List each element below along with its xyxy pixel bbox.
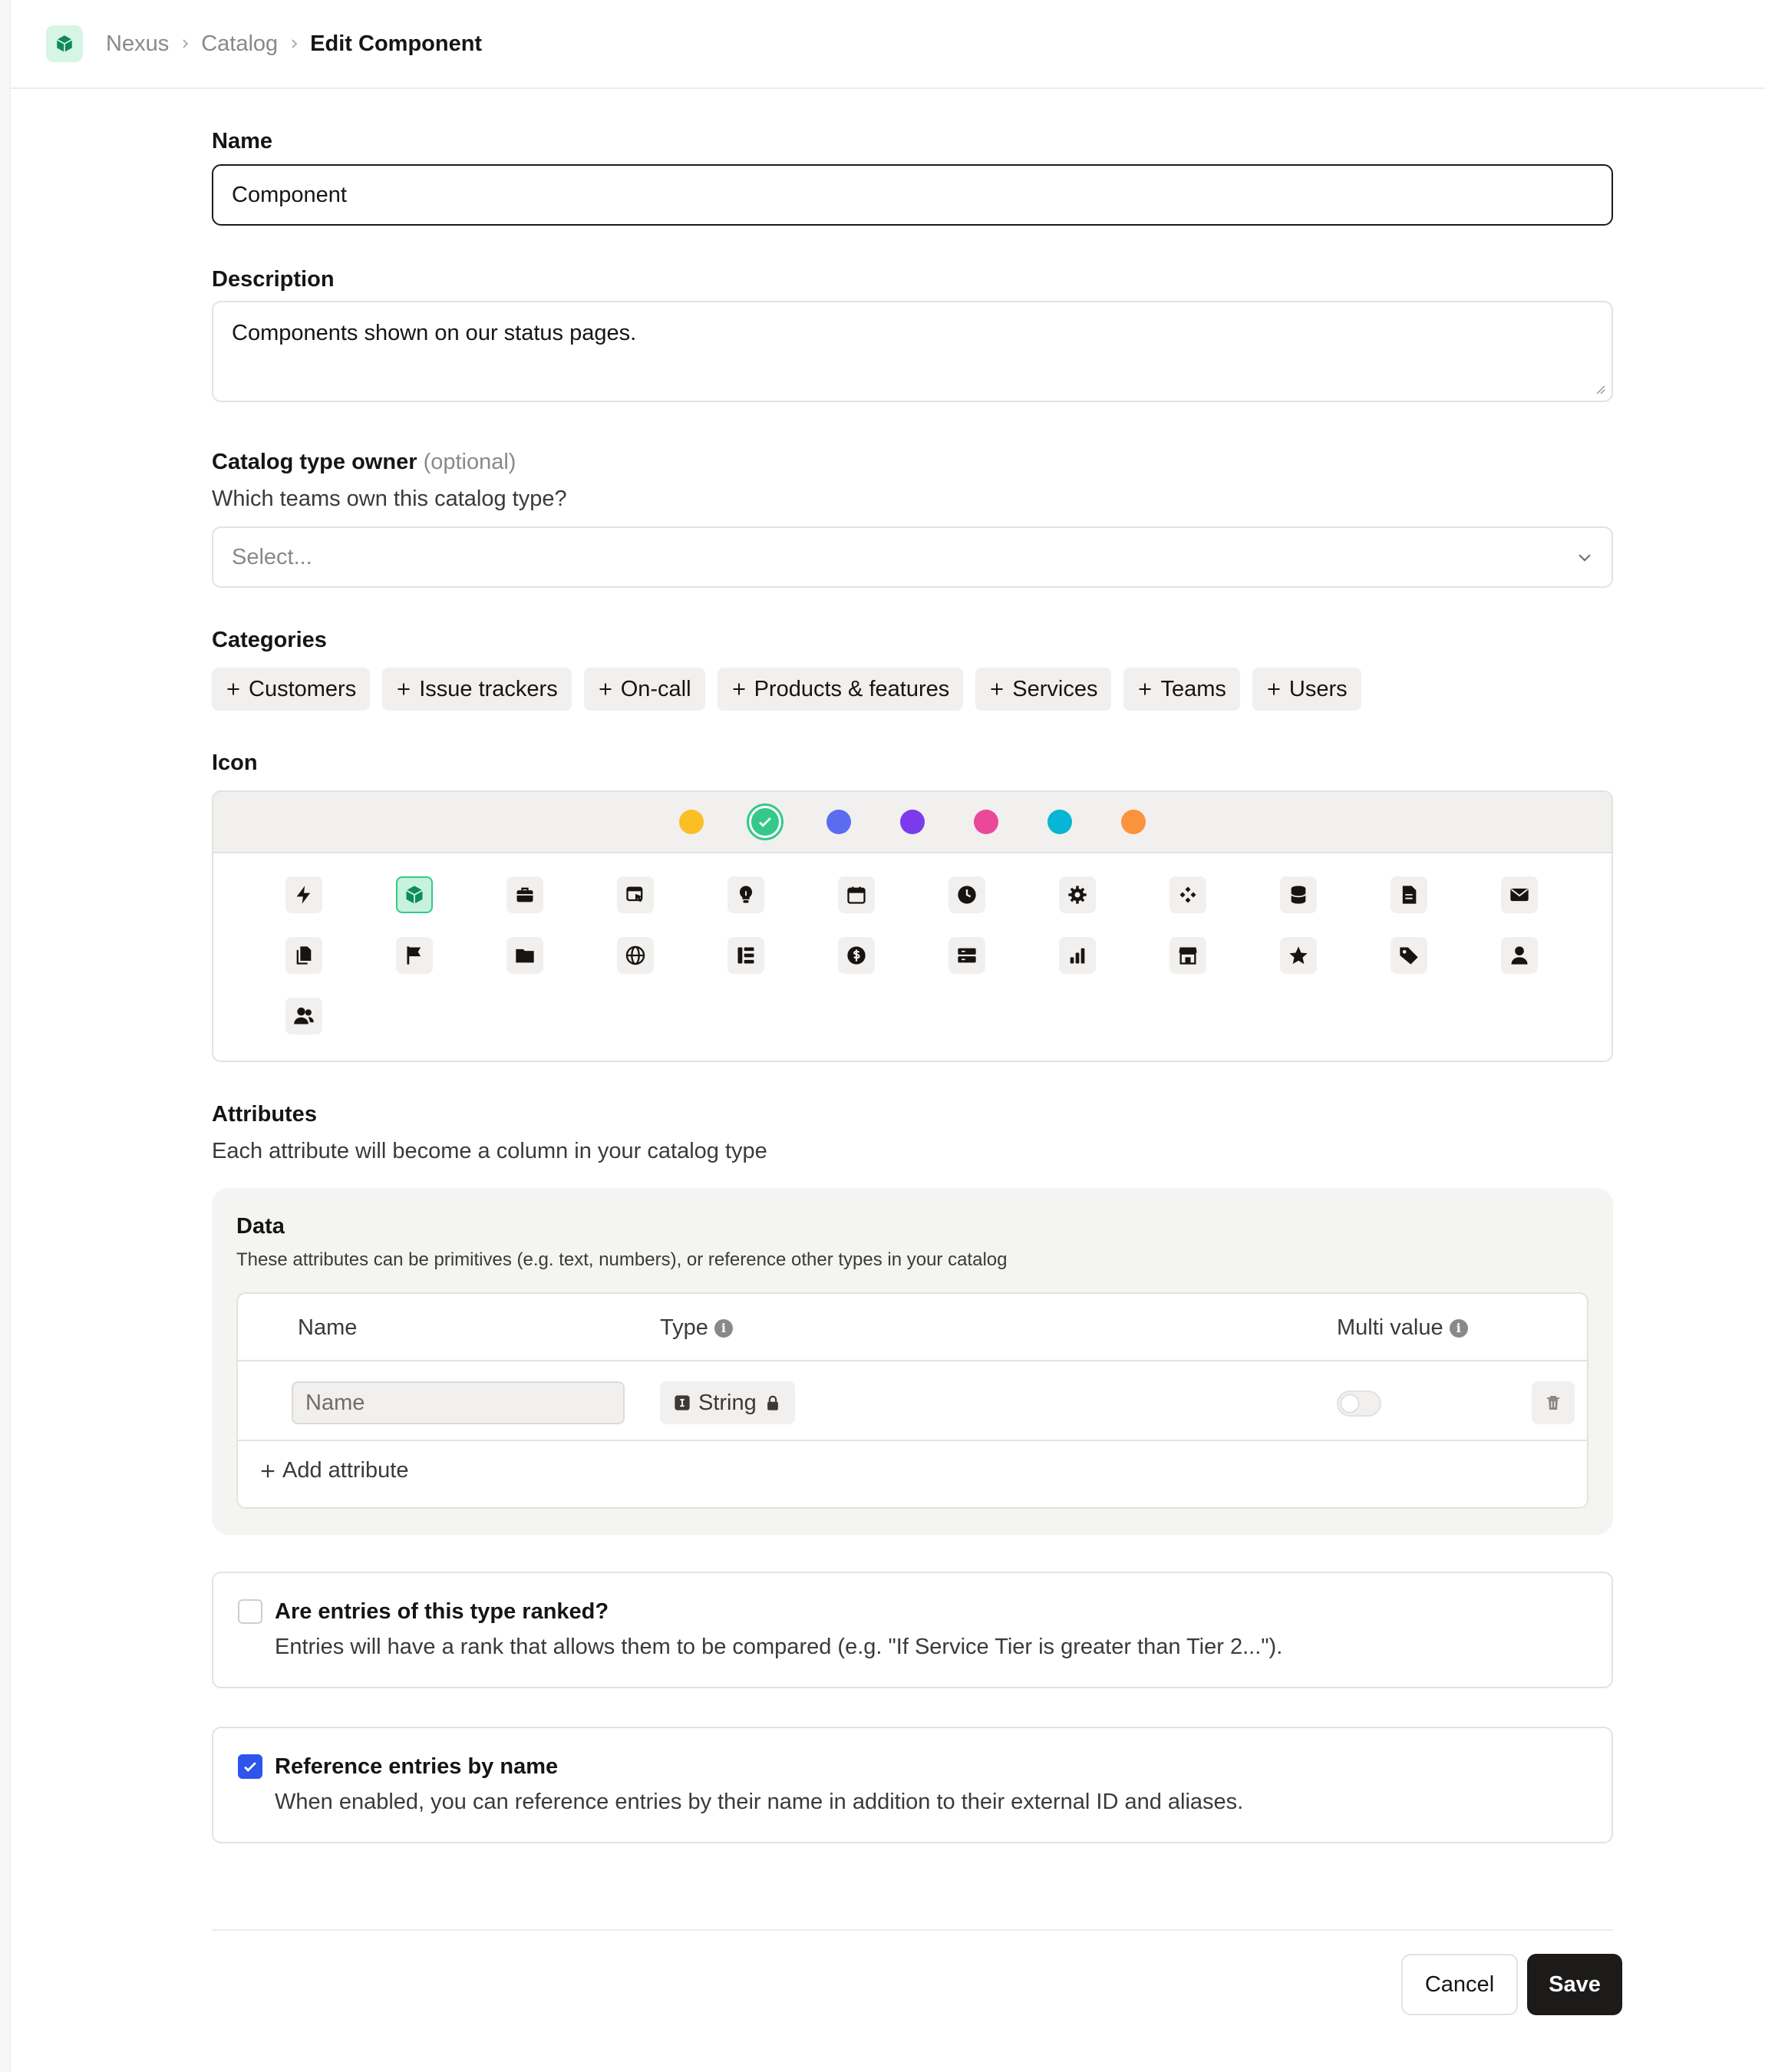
name-input[interactable]: Component [212, 164, 1613, 226]
color-swatch-violet[interactable] [900, 810, 925, 834]
files-icon[interactable] [285, 937, 322, 974]
components-icon[interactable] [1170, 876, 1206, 913]
flag-icon[interactable] [396, 937, 433, 974]
breadcrumb-current: Edit Component [310, 31, 483, 56]
category-chip-customers[interactable] [212, 668, 370, 711]
toggle-knob [1341, 1394, 1359, 1413]
attributes-table [236, 1292, 1588, 1509]
resize-grip-icon[interactable] [1593, 382, 1605, 394]
cube-icon[interactable] [396, 876, 433, 913]
store-icon[interactable] [1170, 937, 1206, 974]
bolt-icon[interactable] [285, 876, 322, 913]
save-button[interactable]: Save [1527, 1954, 1622, 2015]
icon-grid [213, 853, 1612, 1061]
trash-icon [1544, 1394, 1562, 1412]
attributes-label: Attributes [212, 1102, 317, 1127]
breadcrumb-catalog[interactable]: Catalog [201, 31, 279, 56]
info-icon[interactable]: i [714, 1319, 733, 1338]
plus-icon [731, 681, 747, 697]
star-icon[interactable] [1280, 937, 1317, 974]
attribute-name-placeholder: Name [305, 1390, 365, 1415]
chip-label: Issue trackers [419, 676, 558, 701]
chevron-down-icon [1576, 549, 1593, 566]
plus-icon [989, 681, 1005, 697]
column-header-type-text: Type [660, 1315, 708, 1340]
database-icon[interactable] [1280, 876, 1317, 913]
category-chip-users[interactable] [1252, 668, 1361, 711]
header [11, 0, 1765, 89]
column-header-multi-text: Multi value [1337, 1315, 1443, 1340]
document-icon[interactable] [1391, 876, 1427, 913]
reference-checkbox[interactable] [238, 1754, 262, 1779]
owner-placeholder: Select... [232, 544, 312, 569]
tag-icon[interactable] [1391, 937, 1427, 974]
attributes-panel-title: Data [236, 1214, 285, 1239]
lock-icon [764, 1394, 781, 1411]
column-header-type [660, 1315, 733, 1341]
server-icon[interactable] [948, 937, 985, 974]
bulb-icon[interactable] [727, 876, 764, 913]
clock-icon[interactable] [948, 876, 985, 913]
chip-label: On-call [620, 676, 691, 701]
color-swatch-pink[interactable] [974, 810, 998, 834]
page [11, 0, 1765, 2072]
user-icon[interactable] [1501, 937, 1538, 974]
name-label: Name [212, 129, 272, 153]
plus-icon [396, 681, 411, 697]
category-chip-products-features[interactable] [718, 668, 964, 711]
column-header-name-text: Name [298, 1315, 358, 1340]
list-icon[interactable] [727, 937, 764, 974]
add-attribute-button[interactable] [259, 1458, 408, 1483]
description-label: Description [212, 267, 335, 292]
multi-value-toggle[interactable] [1337, 1391, 1381, 1417]
check-icon [242, 1758, 259, 1775]
chip-label: Users [1288, 676, 1348, 701]
ranked-description: Entries will have a rank that allows them to be compared (e.g. "If Service Tier is greater than Tier 2..."). [275, 1635, 1283, 1659]
left-rail [0, 0, 11, 2072]
attribute-type-label: String [698, 1390, 757, 1415]
breadcrumb [106, 31, 482, 57]
color-swatch-cyan[interactable] [1047, 810, 1072, 834]
column-header-multi-value [1337, 1315, 1468, 1341]
add-attribute-label: Add attribute [282, 1458, 409, 1483]
reference-option-card [212, 1727, 1613, 1843]
optional-tag: (optional) [423, 450, 516, 474]
cube-logo-icon[interactable] [46, 25, 83, 62]
color-swatches [213, 792, 1612, 853]
plus-icon [598, 681, 613, 697]
description-textarea[interactable] [212, 301, 1613, 402]
column-header-name [298, 1315, 357, 1341]
ranked-title: Are entries of this type ranked? [275, 1599, 609, 1624]
icon-picker [212, 790, 1613, 1062]
description-text: Components shown on our status pages. [232, 321, 637, 345]
color-swatch-blue[interactable] [826, 810, 851, 834]
plus-icon [259, 1463, 276, 1480]
attributes-panel [212, 1188, 1613, 1535]
category-chip-teams[interactable] [1123, 668, 1239, 711]
category-chip-issue-trackers[interactable] [382, 668, 572, 711]
header-divider [238, 1360, 1587, 1361]
reference-title: Reference entries by name [275, 1754, 559, 1779]
check-icon [757, 813, 774, 830]
delete-attribute-button[interactable] [1532, 1381, 1575, 1424]
calendar-icon[interactable] [838, 876, 875, 913]
category-chip-services[interactable] [975, 668, 1111, 711]
owner-label-text: Catalog type owner [212, 450, 417, 474]
owner-helper: Which teams own this catalog type? [212, 487, 567, 511]
chip-label: Teams [1160, 676, 1226, 701]
color-swatch-yellow[interactable] [679, 810, 704, 834]
attribute-type-badge [660, 1381, 795, 1424]
users-icon[interactable] [285, 998, 322, 1034]
briefcase-icon[interactable] [506, 876, 543, 913]
row-divider [238, 1440, 1587, 1441]
icon-label: Icon [212, 751, 258, 775]
chevron-right-icon [169, 38, 201, 50]
owner-select[interactable] [212, 526, 1613, 588]
plus-icon [1266, 681, 1282, 697]
owner-label [212, 450, 516, 475]
bar-chart-icon[interactable] [1059, 937, 1096, 974]
color-swatch-green-selected[interactable] [747, 803, 784, 840]
browser-cursor-icon[interactable] [617, 876, 654, 913]
color-swatch-orange[interactable] [1121, 810, 1146, 834]
chip-label: Products & features [754, 676, 950, 701]
ranked-checkbox[interactable] [238, 1599, 262, 1624]
category-chip-on-call[interactable] [584, 668, 705, 711]
dollar-icon[interactable] [838, 937, 875, 974]
attributes-panel-subtitle: These attributes can be primitives (e.g. text, numbers), or reference other types in your catalog [236, 1249, 1008, 1270]
info-icon[interactable]: i [1450, 1319, 1468, 1338]
category-chips [212, 668, 1361, 711]
chevron-right-icon [278, 38, 310, 50]
breadcrumb-nexus[interactable]: Nexus [106, 31, 170, 56]
chip-label: Customers [249, 676, 357, 701]
string-type-icon [674, 1394, 691, 1411]
attribute-name-input[interactable] [292, 1381, 625, 1424]
plus-icon [1137, 681, 1153, 697]
attributes-helper: Each attribute will become a column in your catalog type [212, 1139, 767, 1163]
categories-label: Categories [212, 628, 327, 652]
plus-icon [226, 681, 241, 697]
footer-divider [212, 1929, 1613, 1931]
gear-icon[interactable] [1059, 876, 1096, 913]
folder-icon[interactable] [506, 937, 543, 974]
globe-icon[interactable] [617, 937, 654, 974]
ranked-option-card [212, 1572, 1613, 1688]
reference-description: When enabled, you can reference entries by their name in addition to their external ID and aliases. [275, 1790, 1244, 1814]
mail-icon[interactable] [1501, 876, 1538, 913]
chip-label: Services [1012, 676, 1098, 701]
cancel-button[interactable]: Cancel [1401, 1954, 1518, 2015]
